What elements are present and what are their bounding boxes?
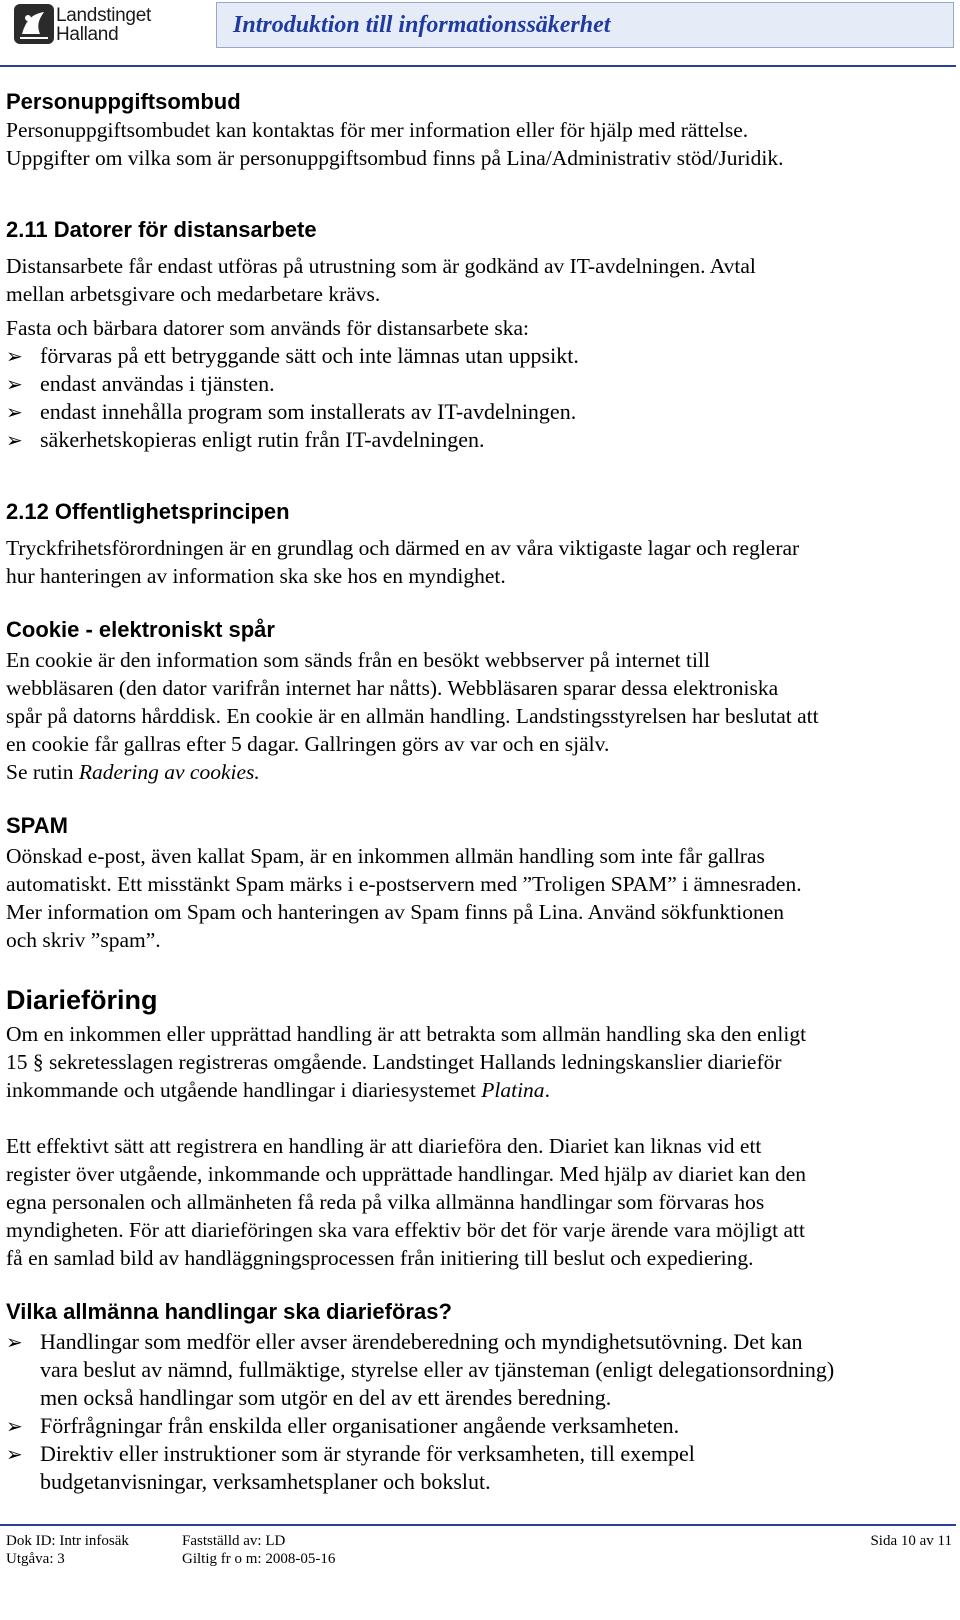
routine-reference: Radering av cookies. bbox=[78, 760, 260, 784]
paragraph-line: Uppgifter om vilka som är personuppgiftsombud finns på Lina/Administrativ stöd/Juridik. bbox=[6, 146, 784, 170]
section-heading-2-11: 2.11 Datorer för distansarbete bbox=[6, 217, 317, 242]
bullet-arrow-icon: ➢ bbox=[6, 374, 23, 396]
logo-text-line2: Halland bbox=[56, 24, 119, 45]
paragraph-line: 15 § sekretesslagen registreras omgående. Landstinget Hallands ledningskanslier diarieför bbox=[6, 1050, 782, 1074]
paragraph-line: spår på datorns hårddisk. En cookie är en allmän handling. Landstingsstyrelsen har beslutat att bbox=[6, 704, 819, 728]
footer-divider bbox=[0, 1524, 956, 1526]
bullet-text-continuation: vara beslut av nämnd, fullmäktige, styrelse eller av tjänsteman (enligt delegationsordning) bbox=[40, 1357, 835, 1382]
paragraph-line: Om en inkommen eller upprättad handling är att betrakta som allmän handling ska den enligt bbox=[6, 1022, 807, 1046]
paragraph-line: Tryckfrihetsförordningen är en grundlag och därmed en av våra viktigaste lagar och reglerar bbox=[6, 536, 800, 560]
bullet-arrow-icon: ➢ bbox=[6, 346, 23, 368]
paragraph-line: register över utgående, inkommande och upprättade handlingar. Med hjälp av diariet kan den bbox=[6, 1162, 807, 1186]
system-name: Platina bbox=[481, 1078, 545, 1102]
paragraph-line: och skriv ”spam”. bbox=[6, 928, 161, 952]
paragraph-line: automatiskt. Ett misstänkt Spam märks i e-postservern med ”Troligen SPAM” i ämnesraden. bbox=[6, 872, 802, 896]
text-run: Se rutin bbox=[6, 760, 79, 784]
section-heading-2-12: 2.12 Offentlighetsprincipen bbox=[6, 499, 290, 524]
footer-edition: Utgåva: 3 bbox=[6, 1551, 65, 1567]
bullet-item bbox=[6, 342, 579, 371]
bullet-text-continuation: budgetanvisningar, verksamhetsplaner och bokslut. bbox=[40, 1469, 491, 1494]
text-run: inkommande och utgående handlingar i diariesystemet bbox=[6, 1078, 482, 1102]
paragraph-line: Ett effektivt sätt att registrera en handling är att diarieföra den. Diariet kan liknas vid ett bbox=[6, 1134, 762, 1158]
paragraph-line: få en samlad bild av handläggningsprocessen från initiering till beslut och expediering. bbox=[6, 1246, 754, 1270]
bullet-arrow-icon: ➢ bbox=[6, 1416, 23, 1438]
paragraph-line: hur hanteringen av information ska ske hos en myndighet. bbox=[6, 564, 506, 588]
paragraph-line: Distansarbete får endast utföras på utrustning som är godkänd av IT-avdelningen. Avtal bbox=[6, 254, 756, 278]
paragraph-line: Fasta och bärbara datorer som används för distansarbete ska: bbox=[6, 316, 529, 340]
paragraph-line bbox=[6, 1076, 550, 1104]
bullet-text-continuation: men också handlingar som utgör en del av ett ärendes beredning. bbox=[40, 1385, 612, 1410]
bullet-item bbox=[6, 1440, 695, 1469]
logo-emblem-icon bbox=[14, 4, 54, 44]
bullet-arrow-icon: ➢ bbox=[6, 1332, 23, 1354]
paragraph-line: egna personalen och allmänheten få reda på vilka allmänna handlingar som förvaras hos bbox=[6, 1190, 765, 1214]
section-heading-spam: SPAM bbox=[6, 813, 68, 838]
footer-doc-id: Dok ID: Intr infosäk bbox=[6, 1533, 129, 1549]
bullet-text: endast innehålla program som installerats av IT-avdelningen. bbox=[40, 399, 577, 424]
section-heading-personuppgiftsombud: Personuppgiftsombud bbox=[6, 89, 241, 114]
section-heading-vilka: Vilka allmänna handlingar ska diarieföras? bbox=[6, 1299, 452, 1324]
logo-text-line1: Landstinget bbox=[56, 5, 151, 26]
header-divider bbox=[0, 65, 956, 67]
paragraph-line: webbläsaren (den dator varifrån internet har nåtts). Webbläsaren sparar dessa elektroniska bbox=[6, 676, 779, 700]
paragraph-line: Personuppgiftsombudet kan kontaktas för mer information eller för hjälp med rättelse. bbox=[6, 118, 749, 142]
section-heading-cookie: Cookie - elektroniskt spår bbox=[6, 617, 275, 642]
section-heading-diarieforing: Diarieföring bbox=[6, 985, 158, 1015]
paragraph-line: Oönskad e-post, även kallat Spam, är en inkommen allmän handling som inte får gallras bbox=[6, 844, 765, 868]
bullet-arrow-icon: ➢ bbox=[6, 1444, 23, 1466]
paragraph-line: Mer information om Spam och hanteringen av Spam finns på Lina. Använd sökfunktionen bbox=[6, 900, 785, 924]
paragraph-line: En cookie är den information som sänds från en besökt webbserver på internet till bbox=[6, 648, 710, 672]
footer-page-number: Sida 10 av 11 bbox=[870, 1533, 952, 1549]
bullet-text: endast användas i tjänsten. bbox=[40, 371, 275, 396]
bullet-text: Handlingar som medför eller avser ärendeberedning och myndighetsutövning. Det kan bbox=[40, 1329, 803, 1354]
bullet-arrow-icon: ➢ bbox=[6, 430, 23, 452]
document-title-box bbox=[216, 2, 954, 48]
bullet-item bbox=[6, 1328, 802, 1357]
bullet-text: Direktiv eller instruktioner som är styrande för verksamheten, till exempel bbox=[40, 1441, 695, 1466]
bullet-arrow-icon: ➢ bbox=[6, 402, 23, 424]
bullet-text: förvaras på ett betryggande sätt och inte lämnas utan uppsikt. bbox=[40, 343, 579, 368]
landstinget-halland-logo bbox=[14, 4, 154, 46]
document-title: Introduktion till informationssäkerhet bbox=[233, 11, 611, 38]
paragraph-line: myndigheten. För att diarieföringen ska vara effektiv bör det för varje ärende vara möjligt att bbox=[6, 1218, 805, 1242]
bullet-item bbox=[6, 398, 576, 427]
footer-approved-by: Fastställd av: LD bbox=[182, 1533, 286, 1549]
footer-valid-from: Giltig fr o m: 2008-05-16 bbox=[182, 1551, 336, 1567]
bullet-text: säkerhetskopieras enligt rutin från IT-avdelningen. bbox=[40, 427, 485, 452]
paragraph-line bbox=[6, 758, 260, 786]
text-run: . bbox=[544, 1078, 550, 1102]
paragraph-line: en cookie får gallras efter 5 dagar. Gallringen görs av var och en själv. bbox=[6, 732, 610, 756]
bullet-item bbox=[6, 370, 275, 399]
paragraph-line: mellan arbetsgivare och medarbetare krävs. bbox=[6, 282, 381, 306]
bullet-item bbox=[6, 426, 485, 455]
bullet-item bbox=[6, 1412, 679, 1441]
bullet-text: Förfrågningar från enskilda eller organisationer angående verksamheten. bbox=[40, 1413, 680, 1438]
